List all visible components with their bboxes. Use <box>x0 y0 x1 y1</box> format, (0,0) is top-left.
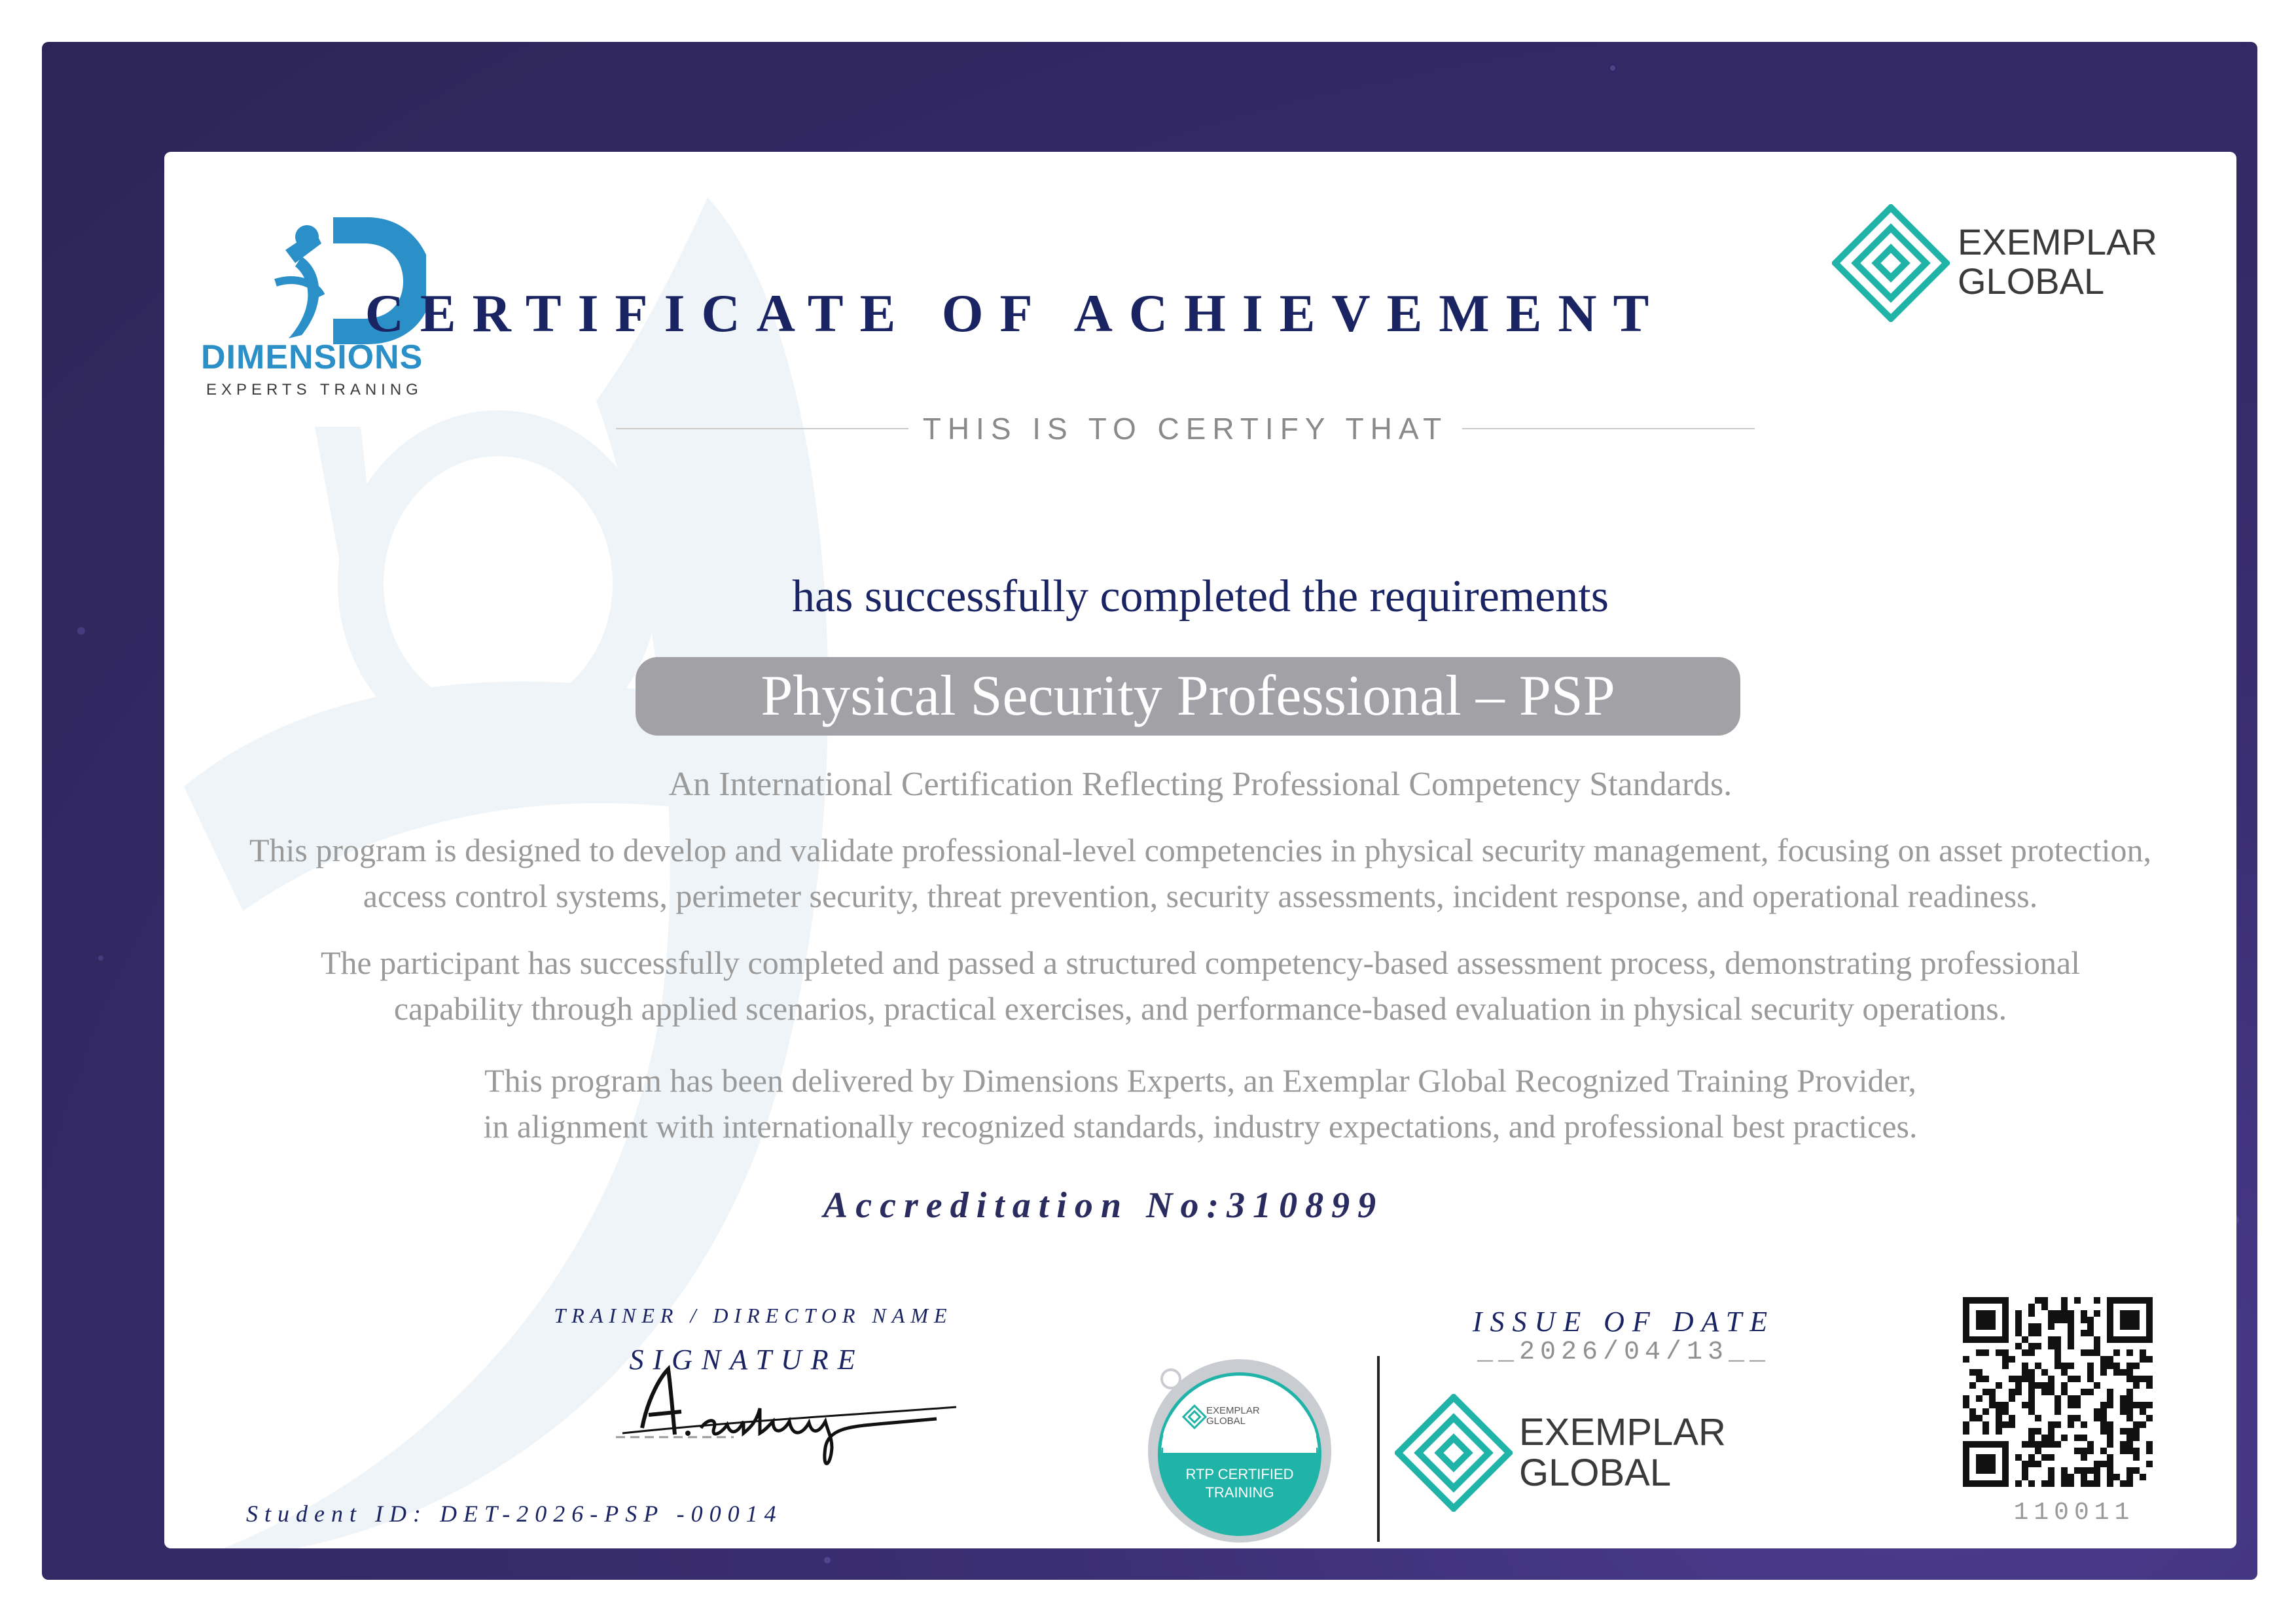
badge-top-text-1: EXEMPLAR <box>1206 1405 1260 1416</box>
certificate-frame <box>42 42 2257 1580</box>
student-id: Student ID: DET-2026-PSP -00014 <box>246 1501 783 1527</box>
dimensions-subtitle: EXPERTS TRANING <box>206 381 423 399</box>
certify-row <box>616 406 1755 452</box>
footer-divider <box>1377 1356 1380 1542</box>
paragraph-1-line-1: This program is designed to develop and validate professional-level competencies in physical security management, focusing on asset protection, <box>249 832 2152 868</box>
paragraph-2-line-2: capability through applied scenarios, practical exercises, and performance-based evaluation in physical security operations. <box>393 990 2007 1027</box>
exemplar-footer-logo-icon <box>1395 1394 1513 1512</box>
certify-line-left <box>616 428 908 429</box>
dimensions-name: DIMENSIONS <box>201 338 423 376</box>
qr-code-icon <box>1963 1297 2153 1487</box>
badge-line-2: TRAINING <box>1205 1484 1274 1501</box>
issue-date-label: ISSUE OF DATE <box>1472 1306 1776 1338</box>
qr-number: 110011 <box>2013 1499 2135 1527</box>
certify-text: THIS IS TO CERTIFY THAT <box>922 412 1448 446</box>
certificate-title: CERTIFICATE OF ACHIEVEMENT <box>365 283 1666 343</box>
badge-line-1: RTP CERTIFIED <box>1185 1466 1294 1482</box>
signature-label: SIGNATURE <box>629 1344 865 1376</box>
certify-line-right <box>1462 428 1755 429</box>
badge-top-text-2: GLOBAL <box>1206 1416 1246 1427</box>
rtp-certified-badge <box>1145 1356 1335 1546</box>
exemplar-footer-text-1: EXEMPLAR <box>1519 1411 1726 1454</box>
course-name: Physical Security Professional – PSP <box>636 657 1740 736</box>
paragraph-1-line-2: access control systems, perimeter security, threat prevention, security assessments, incident response, and operational readiness. <box>363 878 2038 914</box>
trainer-label: TRAINER / DIRECTOR NAME <box>554 1304 953 1327</box>
completed-text: has successfully completed the requirements <box>792 571 1609 622</box>
exemplar-logo-text-2: GLOBAL <box>1958 260 2105 302</box>
issue-date-value: __2026/04/13__ <box>1477 1338 1771 1367</box>
paragraph-2-line-1: The participant has successfully completed and passed a structured competency-based assessment process, demonstrating professional <box>320 944 2081 981</box>
exemplar-footer-text-2: GLOBAL <box>1519 1452 1672 1494</box>
certificate-page <box>164 152 2236 1548</box>
paragraph-3-line-2: in alignment with internationally recognized standards, industry expectations, and professional best practices. <box>483 1108 1918 1145</box>
exemplar-logo-text-1: EXEMPLAR <box>1958 221 2157 262</box>
tagline: An International Certification Reflecting Professional Competency Standards. <box>668 766 1732 803</box>
accreditation-number: Accreditation No:310899 <box>823 1185 1384 1226</box>
badge-check-icon <box>1162 1370 1180 1388</box>
signature-image <box>603 1356 969 1474</box>
paragraph-3-line-1: This program has been delivered by Dimensions Experts, an Exemplar Global Recognized Training Provider, <box>484 1062 1916 1099</box>
